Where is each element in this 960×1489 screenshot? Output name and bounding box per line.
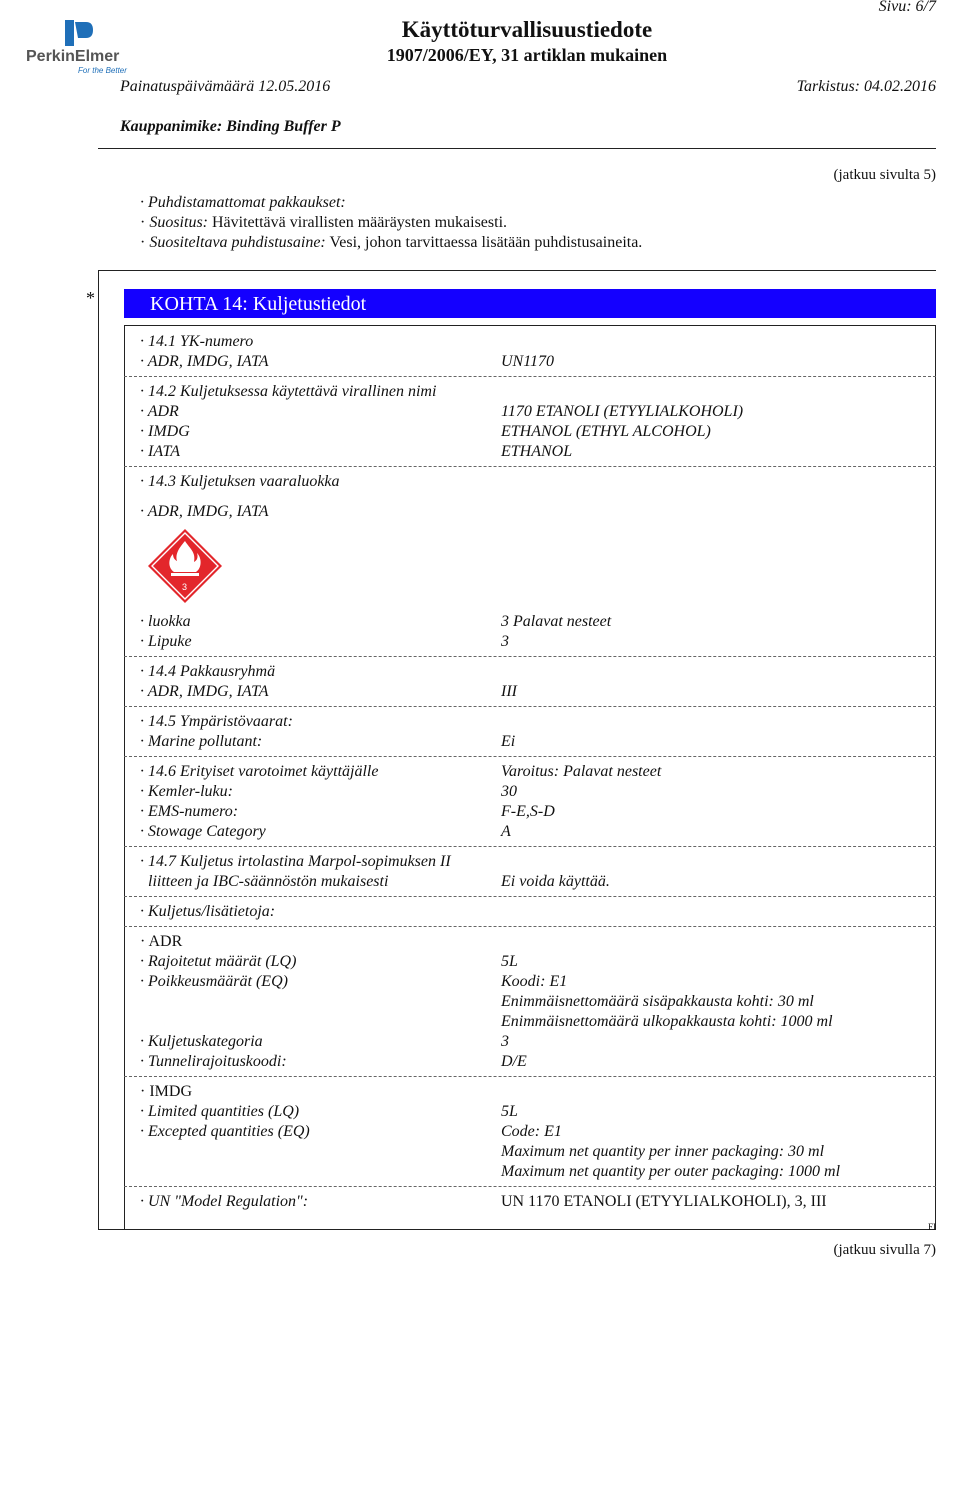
row-un-model: · UN "Model Regulation": UN 1170 ETANOLI (ETYYLIALKOHOLI), 3, III bbox=[140, 1193, 827, 1210]
section-frame-outer-left bbox=[98, 270, 99, 1230]
row-14-2-imdg-value: ETHANOL (ETHYL ALCOHOL) bbox=[501, 423, 711, 440]
continued-to: (jatkuu sivulla 7) bbox=[833, 1242, 936, 1258]
divider bbox=[124, 926, 936, 927]
row-tunnel-label: Tunnelirajoituskoodi: bbox=[148, 1053, 287, 1070]
flammable-liquid-placard bbox=[146, 527, 224, 605]
row-14-3: · ADR, IMDG, IATA bbox=[140, 503, 269, 520]
divider bbox=[124, 846, 936, 847]
packaging-rec-value: Hävitettävä virallisten määräysten mukaisesti. bbox=[212, 214, 508, 231]
row-category: · Kuljetuskategoria 3 bbox=[140, 1033, 509, 1050]
row-imdg-eq-value-3: Maximum net quantity per outer packaging: 1000 ml bbox=[501, 1163, 841, 1180]
row-imdg-heading-text: IMDG bbox=[149, 1083, 192, 1100]
row-14-2-imdg: · IMDG ETHANOL (ETHYL ALCOHOL) bbox=[140, 423, 711, 440]
divider bbox=[124, 466, 936, 467]
row-category-label: Kuljetuskategoria bbox=[148, 1033, 263, 1050]
divider bbox=[124, 1076, 936, 1077]
row-un-model-label: UN "Model Regulation": bbox=[148, 1193, 309, 1210]
row-imdg-lq-label: Limited quantities (LQ) bbox=[148, 1103, 300, 1120]
row-14-1: · ADR, IMDG, IATA UN1170 bbox=[140, 353, 555, 370]
row-imdg-eq-2 bbox=[140, 1142, 930, 1162]
header-rule bbox=[98, 148, 936, 149]
packaging-rec-label: Suositus: bbox=[149, 214, 208, 231]
row-14-5-heading-text: 14.5 Ympäristövaarat: bbox=[148, 713, 293, 730]
packaging-agent-value: Vesi, johon tarvittaessa lisätään puhdistusaineita. bbox=[329, 234, 643, 251]
row-eq-value-2: Enimmäisnettomäärä sisäpakkausta kohti: 30 ml bbox=[501, 993, 814, 1010]
row-kemler-value: 30 bbox=[501, 783, 517, 800]
row-14-6-label: 14.6 Erityiset varotoimet käyttäjälle bbox=[148, 763, 379, 780]
packaging-agent-label: Suositeltava puhdistusaine: bbox=[149, 234, 326, 251]
row-14-2-iata-label: IATA bbox=[148, 443, 180, 460]
row-eq: · Poikkeusmäärät (EQ) Koodi: E1 bbox=[140, 973, 568, 990]
row-14-1-value: UN1170 bbox=[501, 353, 555, 370]
page-number: Sivu: 6/7 bbox=[878, 0, 936, 15]
row-imdg-lq-value: 5L bbox=[501, 1103, 518, 1120]
logo-tagline: For the Better bbox=[78, 66, 127, 75]
row-14-7-label-1: 14.7 Kuljetus irtolastina Marpol-sopimuksen II bbox=[148, 853, 451, 870]
row-adr-heading: · ADR bbox=[140, 933, 183, 950]
row-14-1-heading-text: 14.1 YK-numero bbox=[148, 333, 254, 350]
row-imdg-heading: · IMDG bbox=[140, 1083, 192, 1100]
section-frame-right bbox=[935, 325, 936, 1230]
packaging-heading: · Puhdistamattomat pakkaukset: bbox=[140, 194, 346, 211]
row-14-4: · ADR, IMDG, IATA III bbox=[140, 683, 517, 700]
row-extra-heading-text: Kuljetus/lisätietoja: bbox=[148, 903, 276, 920]
row-14-2-heading: · 14.2 Kuljetuksessa käytettävä virallinen nimi bbox=[140, 383, 437, 400]
packaging-cleaning-agent: · Suositeltava puhdistusaine: Vesi, johon tarvittaessa lisätään puhdistusaineita. bbox=[140, 234, 643, 251]
row-kemler: · Kemler-luku: 30 bbox=[140, 783, 517, 800]
row-eq-2 bbox=[140, 992, 930, 1012]
row-imdg-eq-label: Excepted quantities (EQ) bbox=[148, 1123, 310, 1140]
print-date: Painatuspäivämäärä 12.05.2016 bbox=[120, 78, 331, 95]
row-ems-label: EMS-numero: bbox=[148, 803, 239, 820]
row-14-2-heading-text: 14.2 Kuljetuksessa käytettävä virallinen nimi bbox=[148, 383, 437, 400]
row-14-5-value: Ei bbox=[501, 733, 516, 750]
row-eq-value-3: Enimmäisnettomäärä ulkopakkausta kohti: 1000 ml bbox=[501, 1013, 833, 1030]
row-stowage: · Stowage Category A bbox=[140, 823, 511, 840]
row-lq: · Rajoitetut määrät (LQ) 5L bbox=[140, 953, 518, 970]
row-kemler-label: Kemler-luku: bbox=[148, 783, 233, 800]
trade-name: Kauppanimike: Binding Buffer P bbox=[120, 118, 341, 135]
row-stowage-value: A bbox=[501, 823, 511, 840]
row-14-4-label: ADR, IMDG, IATA bbox=[147, 683, 269, 700]
row-imdg-eq-value-2: Maximum net quantity per inner packaging: 30 ml bbox=[501, 1143, 825, 1160]
row-lq-label: Rajoitetut määrät (LQ) bbox=[148, 953, 297, 970]
row-14-4-heading-text: 14.4 Pakkausryhmä bbox=[148, 663, 276, 680]
row-14-5-heading: · 14.5 Ympäristövaarat: bbox=[140, 713, 293, 730]
divider bbox=[124, 1186, 936, 1187]
row-14-2-iata: · IATA ETHANOL bbox=[140, 443, 573, 460]
section-frame-bottom bbox=[98, 1229, 936, 1230]
row-14-3-heading: · 14.3 Kuljetuksen vaaraluokka bbox=[140, 473, 340, 490]
section-separator bbox=[98, 270, 936, 271]
row-label: · Lipuke 3 bbox=[140, 633, 509, 650]
row-imdg-eq-3 bbox=[140, 1162, 930, 1182]
row-class-value: 3 Palavat nesteet bbox=[501, 613, 612, 630]
row-14-2-adr-value: 1170 ETANOLI (ETYYLIALKOHOLI) bbox=[501, 403, 744, 420]
row-14-5: · Marine pollutant: Ei bbox=[140, 733, 516, 750]
packaging-heading-text: Puhdistamattomat pakkaukset: bbox=[148, 194, 346, 211]
section-frame-top bbox=[124, 325, 936, 326]
row-extra-heading: · Kuljetus/lisätietoja: bbox=[140, 903, 276, 920]
language-code: FI bbox=[927, 1222, 936, 1232]
row-ems-value: F-E,S-D bbox=[501, 803, 555, 820]
section-frame-left bbox=[124, 325, 125, 1230]
row-14-7-line1: · 14.7 Kuljetus irtolastina Marpol-sopimuksen II bbox=[140, 853, 451, 870]
row-imdg-eq-value-1: Code: E1 bbox=[501, 1123, 562, 1140]
row-eq-value-1: Koodi: E1 bbox=[501, 973, 568, 990]
row-14-2-imdg-label: IMDG bbox=[148, 423, 190, 440]
row-tunnel: · Tunnelirajoituskoodi: D/E bbox=[140, 1053, 527, 1070]
row-eq-3 bbox=[140, 1012, 930, 1032]
row-tunnel-value: D/E bbox=[501, 1053, 527, 1070]
packaging-recommendation: · Suositus: Hävitettävä virallisten määräysten mukaisesti. bbox=[140, 214, 508, 231]
row-label-value: 3 bbox=[501, 633, 509, 650]
revision-date: Tarkistus: 04.02.2016 bbox=[796, 78, 936, 95]
row-14-2-adr-label: ADR bbox=[147, 403, 179, 420]
row-14-7-line2 bbox=[140, 872, 930, 892]
row-14-3-label: ADR, IMDG, IATA bbox=[147, 503, 269, 520]
row-14-4-value: III bbox=[501, 683, 517, 700]
document-subtitle: 1907/2006/EY, 31 artiklan mukainen bbox=[386, 45, 668, 65]
row-14-6: · 14.6 Erityiset varotoimet käyttäjälle Varoitus: Palavat nesteet bbox=[140, 763, 662, 780]
continued-from: (jatkuu sivulta 5) bbox=[833, 167, 936, 183]
row-14-3-heading-text: 14.3 Kuljetuksen vaaraluokka bbox=[148, 473, 340, 490]
placard-class-number: 3 bbox=[182, 582, 188, 592]
row-category-value: 3 bbox=[501, 1033, 509, 1050]
row-imdg-eq: · Excepted quantities (EQ) Code: E1 bbox=[140, 1123, 562, 1140]
row-un-model-value: UN 1170 ETANOLI (ETYYLIALKOHOLI), 3, III bbox=[501, 1193, 827, 1210]
row-14-6-value: Varoitus: Palavat nesteet bbox=[501, 763, 662, 780]
row-imdg-lq: · Limited quantities (LQ) 5L bbox=[140, 1103, 518, 1120]
row-14-4-heading: · 14.4 Pakkausryhmä bbox=[140, 663, 276, 680]
row-14-7-label-2: liitteen ja IBC-säännöstön mukaisesti bbox=[148, 873, 389, 890]
row-14-7-value: Ei voida käyttää. bbox=[501, 873, 610, 890]
divider bbox=[124, 376, 936, 377]
row-adr-heading-text: ADR bbox=[148, 933, 183, 950]
row-14-1-heading: · 14.1 YK-numero bbox=[140, 333, 254, 350]
logo-name: PerkinElmer bbox=[26, 48, 120, 65]
divider bbox=[124, 756, 936, 757]
row-14-2-adr: · ADR 1170 ETANOLI (ETYYLIALKOHOLI) bbox=[140, 403, 744, 420]
row-label-label: Lipuke bbox=[148, 633, 192, 650]
divider bbox=[124, 656, 936, 657]
row-stowage-label: Stowage Category bbox=[148, 823, 266, 840]
section-title: KOHTA 14: Kuljetustiedot bbox=[150, 293, 367, 315]
row-class: · luokka 3 Palavat nesteet bbox=[140, 613, 612, 630]
row-class-label: luokka bbox=[148, 613, 191, 630]
row-ems: · EMS-numero: F-E,S-D bbox=[140, 803, 555, 820]
row-14-5-label: Marine pollutant: bbox=[148, 733, 263, 750]
divider bbox=[124, 706, 936, 707]
row-14-1-label: ADR, IMDG, IATA bbox=[147, 353, 269, 370]
document-title: Käyttöturvallisuustiedote bbox=[401, 17, 653, 42]
revision-marker: * bbox=[86, 288, 95, 308]
row-eq-label: Poikkeusmäärät (EQ) bbox=[148, 973, 288, 990]
row-14-2-iata-value: ETHANOL bbox=[501, 443, 573, 460]
row-lq-value: 5L bbox=[501, 953, 518, 970]
flame-hazard-icon bbox=[146, 527, 224, 605]
divider bbox=[124, 896, 936, 897]
